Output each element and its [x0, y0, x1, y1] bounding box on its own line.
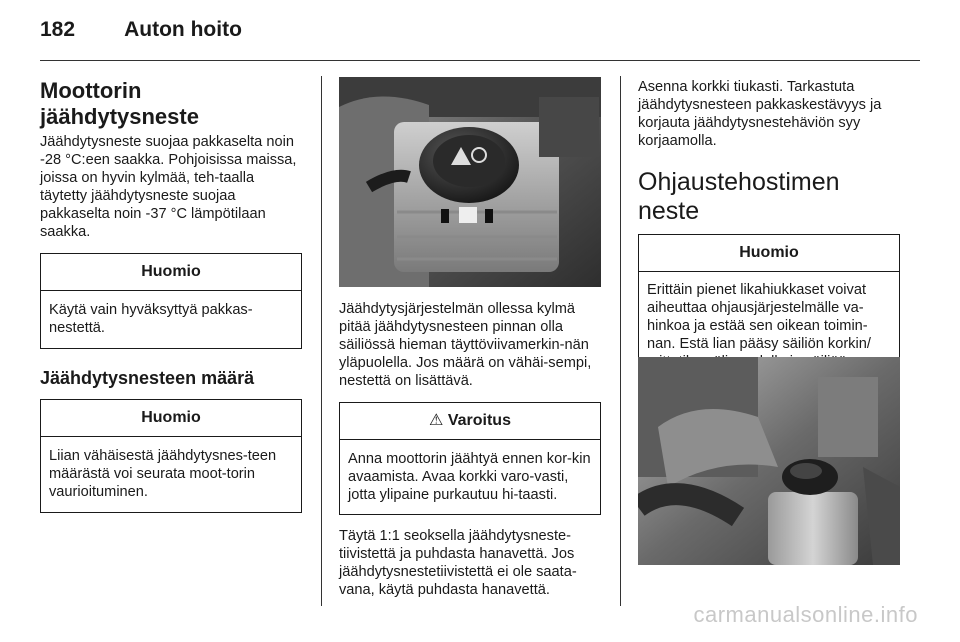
header-rule — [40, 60, 920, 61]
note-box-text: Käytä vain hyväksyttyä pakkas-nestettä. — [49, 302, 253, 336]
power-steering-reservoir-illustration — [638, 357, 900, 565]
coolant-reservoir-photo — [339, 77, 601, 287]
column-2 — [339, 300, 603, 599]
watermark: carmanualsonline.info — [693, 602, 918, 627]
note-box-title: Huomio — [41, 254, 301, 291]
warning-box — [339, 402, 601, 515]
coolant-mix-text: Täytä 1:1 seoksella jäähdytysneste-tiivistettä ja puhdasta hanavettä. Jos jäähdytysnestetiivistettä ei ole saata-vana, käytä puhdasta hanavettä. — [339, 528, 577, 598]
section-title: Auton hoito — [124, 18, 242, 41]
warning-box-text: Anna moottorin jäähtyä ennen kor-kin avaamista. Avaa korkki varo-vasti, jotta ylipaine purkautuu hi-taasti. — [348, 451, 591, 503]
page-header — [40, 18, 242, 42]
warning-triangle-icon: ⚠ — [429, 412, 444, 429]
power-steering-reservoir-photo — [638, 357, 900, 565]
note-box-title: Huomio — [639, 235, 899, 272]
note-box-coolant-level — [40, 399, 302, 513]
power-steering-heading: Ohjaustehostimen neste — [638, 168, 840, 225]
coolant-intro: Jäähdytysneste suojaa pakkaselta noin -28 °C:een saakka. Pohjoisissa maissa, joissa on hyvin kylmää, teh-taalla täytetty jäähdytysneste suojaa pakkaselta noin -37 °C lämpötilaan saakka. — [40, 134, 297, 240]
coolant-level-text: Jäähdytysjärjestelmän ollessa kylmä pitää jäähdytysnesteen pinnan olla säiliössä hieman täyttöviivamerkin-nän yläpuolella. Jos määrä on vähäi-sempi, nestettä on lisättävä. — [339, 301, 592, 389]
warning-box-title: Varoitus — [447, 412, 511, 429]
coolant-level-heading: Jäähdytysnesteen määrä — [40, 368, 255, 388]
coolant-reservoir-illustration — [339, 77, 601, 287]
column-1 — [40, 78, 302, 513]
note-box-title: Huomio — [41, 400, 301, 437]
column-divider — [620, 76, 621, 606]
column-3 — [638, 78, 902, 380]
note-box-text: Erittäin pienet likahiukkaset voivat aiheuttaa ohjausjärjestelmälle va-hinkoa ja estää sen oikean toimin-nan. Estä lian pääsy säiliön korkin/ — [647, 282, 871, 352]
note-box-antifreeze — [40, 253, 302, 349]
warning-box-header — [340, 403, 600, 440]
page-number: 182 — [40, 18, 76, 41]
cap-instruction-text: Asenna korkki tiukasti. Tarkastuta jäähdytysnesteen pakkaskestävyys ja korjauta jäähdytysnestehäviön syy korjaamolla. — [638, 79, 882, 149]
note-box-text: Liian vähäisestä jäähdytysnes-teen määrästä voi seurata moot-torin vaurioituminen. — [49, 448, 277, 500]
column-divider — [321, 76, 322, 606]
coolant-heading: Moottorin jäähdytysneste — [40, 78, 199, 129]
